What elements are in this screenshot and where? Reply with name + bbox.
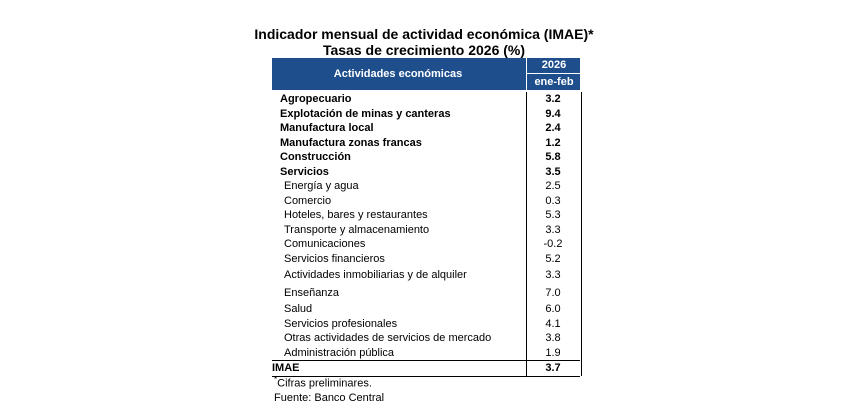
table-row bbox=[272, 92, 580, 107]
table-row bbox=[272, 194, 580, 209]
table-row bbox=[272, 107, 580, 122]
row-value: 2.4 bbox=[545, 122, 561, 134]
row-label: Enseñanza bbox=[284, 287, 340, 299]
row-value: 2.5 bbox=[545, 180, 561, 192]
table-notes bbox=[274, 373, 384, 405]
row-label: Manufactura local bbox=[280, 122, 374, 134]
table-row bbox=[272, 317, 580, 332]
row-value: 5.2 bbox=[545, 252, 561, 265]
note-preliminary-text: Cifras preliminares. bbox=[277, 377, 372, 390]
row-label: Servicios profesionales bbox=[284, 317, 398, 330]
row-label: Manufactura zonas francas bbox=[280, 136, 422, 149]
table-row bbox=[272, 150, 580, 165]
row-value: 3.8 bbox=[545, 332, 561, 344]
row-value: 3.7 bbox=[545, 362, 561, 374]
row-label: Salud bbox=[284, 303, 313, 315]
row-value: 4.1 bbox=[545, 317, 561, 330]
row-value: 3.5 bbox=[545, 165, 561, 178]
row-label: Servicios financieros bbox=[284, 252, 385, 265]
table-row bbox=[272, 136, 580, 151]
row-label: Administración pública bbox=[284, 346, 395, 359]
row-value: 9.4 bbox=[545, 107, 561, 120]
growth-table bbox=[272, 58, 580, 377]
row-value: 6.0 bbox=[545, 303, 561, 315]
table-header bbox=[272, 58, 580, 90]
header-year: 2026 bbox=[526, 58, 581, 74]
row-value: 3.3 bbox=[545, 223, 561, 236]
row-label: Hoteles, bares y restaurantes bbox=[284, 209, 428, 221]
table-row bbox=[272, 284, 580, 302]
row-label: IMAE bbox=[272, 362, 300, 374]
row-value: 5.3 bbox=[545, 209, 561, 221]
table-row bbox=[272, 179, 580, 194]
note-asterisk: * bbox=[274, 375, 278, 384]
table-row bbox=[272, 331, 580, 346]
title-line-2: Tasas de crecimiento 2026 (%) bbox=[322, 42, 526, 58]
title-line-1: Indicador mensual de actividad económica (IMAE)* bbox=[254, 26, 594, 42]
row-value: 0.3 bbox=[545, 194, 561, 207]
row-label: Otras actividades de servicios de mercado bbox=[284, 332, 492, 344]
row-value: -0.2 bbox=[543, 238, 563, 250]
row-label: Servicios bbox=[280, 165, 329, 178]
row-value: 1.9 bbox=[545, 346, 561, 359]
row-value: 5.8 bbox=[545, 151, 561, 163]
table-row bbox=[272, 237, 580, 252]
table-row bbox=[272, 252, 580, 267]
row-label: Comunicaciones bbox=[284, 238, 366, 250]
row-label: Construcción bbox=[280, 151, 351, 163]
note-source: Fuente: Banco Central bbox=[274, 391, 385, 404]
row-label: Energía y agua bbox=[284, 180, 359, 192]
row-label: Transporte y almacenamiento bbox=[284, 223, 430, 236]
row-label: Explotación de minas y canteras bbox=[280, 107, 451, 120]
table-row bbox=[272, 266, 580, 284]
note-preliminary bbox=[274, 373, 384, 391]
table-body bbox=[272, 92, 580, 377]
header-period: ene-feb bbox=[526, 74, 581, 90]
row-label: Comercio bbox=[284, 194, 332, 207]
table-title bbox=[0, 26, 848, 58]
table-row bbox=[272, 165, 580, 180]
table-row bbox=[272, 208, 580, 223]
row-value: 1.2 bbox=[545, 136, 561, 149]
table-row bbox=[272, 223, 580, 238]
row-value: 7.0 bbox=[545, 287, 561, 299]
row-value: 3.2 bbox=[545, 93, 561, 105]
row-value: 3.3 bbox=[545, 269, 561, 281]
table-row bbox=[272, 346, 580, 361]
table-row bbox=[272, 121, 580, 136]
row-label: Actividades inmobiliarias y de alquiler bbox=[284, 269, 467, 281]
row-label: Agropecuario bbox=[280, 93, 352, 105]
table-row bbox=[272, 302, 580, 317]
header-activities: Actividades económicas bbox=[333, 68, 463, 80]
